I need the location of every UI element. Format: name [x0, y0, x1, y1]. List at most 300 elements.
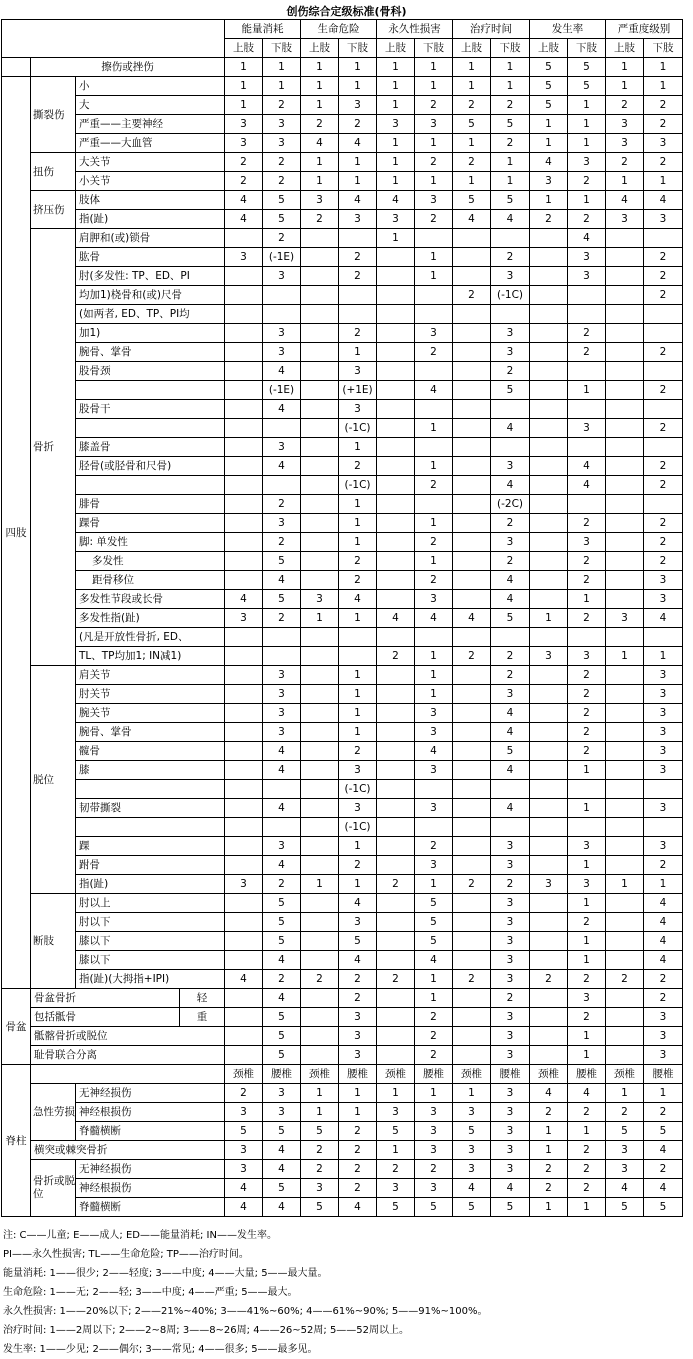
value-cell: 2 [453, 96, 491, 115]
value-cell: 3 [644, 837, 683, 856]
value-cell [225, 685, 263, 704]
value-cell: 3 [568, 153, 606, 172]
value-cell: 2 [415, 343, 453, 362]
value-cell: 3 [491, 1160, 530, 1179]
value-cell: 1 [568, 96, 606, 115]
table-row [2, 552, 683, 571]
value-cell [225, 324, 263, 343]
value-cell: 2 [644, 514, 683, 533]
value-cell [453, 989, 491, 1008]
row-label [76, 780, 225, 799]
value-cell: 1 [301, 77, 339, 96]
row-label: 肘(多发性: TP、ED、PI [76, 267, 225, 286]
header-spine: 腰椎 [339, 1065, 377, 1084]
value-cell [263, 780, 301, 799]
value-cell [415, 438, 453, 457]
value-cell [225, 1027, 263, 1046]
value-cell: 1 [568, 1046, 606, 1065]
value-cell: 3 [263, 685, 301, 704]
value-cell: 5 [491, 1198, 530, 1217]
value-cell [644, 305, 683, 324]
value-cell [644, 362, 683, 381]
value-cell: (-1E) [263, 381, 301, 400]
value-cell: 1 [415, 419, 453, 438]
value-cell [225, 438, 263, 457]
row-label: 多发性 [76, 552, 225, 571]
value-cell: 1 [339, 609, 377, 628]
table-row [2, 77, 683, 96]
value-cell: 3 [568, 267, 606, 286]
value-cell: 4 [263, 571, 301, 590]
value-cell: 2 [644, 970, 683, 989]
value-cell: 5 [453, 191, 491, 210]
note-line: PI——永久性损害; TL——生命危险; TP——治疗时间。 [3, 1249, 249, 1260]
value-cell: 1 [225, 96, 263, 115]
value-cell [377, 1046, 415, 1065]
value-cell: 3 [225, 134, 263, 153]
value-cell [606, 590, 644, 609]
value-cell [530, 913, 568, 932]
value-cell [606, 761, 644, 780]
row-label: 大关节 [76, 153, 225, 172]
value-cell [453, 1046, 491, 1065]
value-cell [644, 495, 683, 514]
value-cell [415, 628, 453, 647]
value-cell: 3 [491, 951, 530, 970]
value-cell: 3 [568, 837, 606, 856]
value-cell: 3 [263, 514, 301, 533]
value-cell [225, 989, 263, 1008]
value-cell: 4 [606, 1179, 644, 1198]
row-label: 骶髂骨折或脱位 [31, 1027, 225, 1046]
value-cell [415, 362, 453, 381]
value-cell: 4 [225, 970, 263, 989]
value-cell: 3 [644, 742, 683, 761]
value-cell: 5 [263, 552, 301, 571]
value-cell: 3 [644, 704, 683, 723]
value-cell: 2 [339, 856, 377, 875]
value-cell: 5 [415, 1198, 453, 1217]
value-cell [225, 780, 263, 799]
row-label: 脊髓横断 [76, 1198, 225, 1217]
value-cell: 1 [568, 115, 606, 134]
value-cell: 1 [415, 685, 453, 704]
header-category: 严重度级别 [606, 20, 683, 39]
value-cell: 3 [339, 1008, 377, 1027]
value-cell: 4 [644, 951, 683, 970]
value-cell: 1 [415, 58, 453, 77]
value-cell [225, 1046, 263, 1065]
value-cell [606, 818, 644, 837]
value-cell: 1 [339, 704, 377, 723]
value-cell [301, 495, 339, 514]
value-cell [225, 894, 263, 913]
value-cell [301, 723, 339, 742]
value-cell: 1 [415, 875, 453, 894]
value-cell: 3 [491, 1103, 530, 1122]
value-cell: 4 [377, 191, 415, 210]
value-cell: 5 [606, 1122, 644, 1141]
value-cell: 4 [453, 1179, 491, 1198]
value-cell: 3 [225, 875, 263, 894]
row-label: 无神经损伤 [76, 1160, 225, 1179]
value-cell: 2 [491, 362, 530, 381]
value-cell: 2 [644, 533, 683, 552]
table-row [2, 495, 683, 514]
value-cell [644, 628, 683, 647]
value-cell [225, 723, 263, 742]
table-row [2, 571, 683, 590]
value-cell: 2 [339, 742, 377, 761]
table-title: 创伤综合定级标准(骨科) [286, 5, 407, 18]
value-cell [491, 818, 530, 837]
table-row [2, 58, 683, 77]
header-limb: 下肢 [415, 39, 453, 58]
header-limb: 下肢 [568, 39, 606, 58]
value-cell [377, 742, 415, 761]
table-row [2, 1160, 683, 1179]
value-cell: 2 [339, 552, 377, 571]
value-cell [606, 685, 644, 704]
value-cell: 4 [568, 457, 606, 476]
table-row [2, 1122, 683, 1141]
table-row [2, 191, 683, 210]
value-cell: 3 [491, 932, 530, 951]
value-cell: 2 [644, 286, 683, 305]
value-cell: 2 [415, 571, 453, 590]
value-cell: 2 [453, 970, 491, 989]
value-cell [644, 324, 683, 343]
value-cell: 3 [339, 1027, 377, 1046]
value-cell: 1 [491, 153, 530, 172]
value-cell [263, 286, 301, 305]
value-cell [530, 704, 568, 723]
row-label: 肱骨 [76, 248, 225, 267]
value-cell [606, 457, 644, 476]
value-cell: 2 [568, 704, 606, 723]
value-cell: 2 [568, 552, 606, 571]
table-row [2, 533, 683, 552]
row-label: 神经根损伤 [76, 1103, 225, 1122]
value-cell [225, 837, 263, 856]
value-cell [225, 229, 263, 248]
row-label: TL、TP均加1; IN减1) [76, 647, 225, 666]
value-cell: 1 [453, 1084, 491, 1103]
row-label: 髋骨 [76, 742, 225, 761]
row-label [76, 818, 225, 837]
value-cell: 2 [415, 1046, 453, 1065]
value-cell [606, 571, 644, 590]
value-cell [301, 305, 339, 324]
value-cell: 1 [301, 96, 339, 115]
value-cell [453, 381, 491, 400]
value-cell: 3 [606, 1160, 644, 1179]
value-cell [415, 780, 453, 799]
value-cell: 3 [339, 761, 377, 780]
value-cell: 1 [415, 647, 453, 666]
value-cell: 2 [453, 647, 491, 666]
value-cell: 3 [263, 115, 301, 134]
value-cell [225, 932, 263, 951]
value-cell: 4 [339, 134, 377, 153]
value-cell: 2 [568, 1008, 606, 1027]
table-row [2, 1179, 683, 1198]
value-cell: 3 [263, 324, 301, 343]
value-cell: 2 [606, 970, 644, 989]
row-label: 加1) [76, 324, 225, 343]
value-cell [377, 951, 415, 970]
row-label: 肩胛和(或)锁骨 [76, 229, 225, 248]
value-cell: 2 [568, 723, 606, 742]
value-cell: 4 [530, 1084, 568, 1103]
value-cell [491, 438, 530, 457]
value-cell: 2 [568, 1160, 606, 1179]
header-limb: 下肢 [339, 39, 377, 58]
value-cell: 3 [415, 1103, 453, 1122]
value-cell [225, 533, 263, 552]
value-cell: 4 [415, 951, 453, 970]
value-cell [377, 628, 415, 647]
value-cell: 1 [415, 134, 453, 153]
value-cell: 2 [644, 96, 683, 115]
value-cell: 1 [339, 533, 377, 552]
value-cell [415, 229, 453, 248]
value-cell: 3 [644, 666, 683, 685]
value-cell: 2 [339, 115, 377, 134]
value-cell: 3 [644, 590, 683, 609]
value-cell: 2 [415, 1008, 453, 1027]
table-row [2, 856, 683, 875]
value-cell: 3 [339, 400, 377, 419]
value-cell: 3 [491, 685, 530, 704]
value-cell: 4 [491, 799, 530, 818]
value-cell: 3 [377, 1103, 415, 1122]
value-cell [377, 780, 415, 799]
table-row [2, 647, 683, 666]
value-cell [301, 571, 339, 590]
value-cell: 4 [453, 609, 491, 628]
row-label: 骨盆骨折 [31, 989, 180, 1008]
value-cell [301, 476, 339, 495]
value-cell: 5 [491, 115, 530, 134]
value-cell [530, 856, 568, 875]
value-cell: 4 [339, 1198, 377, 1217]
value-cell: 1 [644, 77, 683, 96]
value-cell: 3 [453, 1160, 491, 1179]
value-cell: 1 [339, 1103, 377, 1122]
value-cell: 3 [225, 115, 263, 134]
value-cell: 3 [491, 1084, 530, 1103]
value-cell: 3 [339, 1046, 377, 1065]
value-cell: 4 [263, 742, 301, 761]
value-cell [301, 628, 339, 647]
value-cell [225, 571, 263, 590]
header-spine: 腰椎 [415, 1065, 453, 1084]
value-cell [415, 495, 453, 514]
value-cell: 3 [606, 210, 644, 229]
value-cell [377, 799, 415, 818]
value-cell [415, 818, 453, 837]
value-cell [225, 742, 263, 761]
value-cell: 4 [339, 590, 377, 609]
value-cell [530, 951, 568, 970]
value-cell [301, 761, 339, 780]
value-cell: 2 [530, 1160, 568, 1179]
value-cell: 1 [339, 77, 377, 96]
value-cell: 3 [415, 856, 453, 875]
value-cell: 1 [606, 172, 644, 191]
row-label: 肘以上 [76, 894, 225, 913]
value-cell: 4 [263, 400, 301, 419]
value-cell [530, 761, 568, 780]
value-cell: 3 [377, 210, 415, 229]
value-cell [530, 590, 568, 609]
value-cell: 1 [339, 723, 377, 742]
header-row-categories [2, 20, 683, 39]
value-cell [606, 419, 644, 438]
value-cell [301, 894, 339, 913]
value-cell [225, 799, 263, 818]
header-spine: 腰椎 [263, 1065, 301, 1084]
row-mark: 重 [180, 1008, 225, 1027]
value-cell [339, 305, 377, 324]
header-limb: 下肢 [491, 39, 530, 58]
value-cell [568, 286, 606, 305]
header-limb: 上肢 [606, 39, 644, 58]
value-cell: 2 [491, 647, 530, 666]
value-cell [225, 305, 263, 324]
value-cell: 2 [491, 514, 530, 533]
value-cell [644, 229, 683, 248]
value-cell: 2 [263, 533, 301, 552]
value-cell [377, 666, 415, 685]
value-cell: 3 [491, 894, 530, 913]
value-cell: (+1E) [339, 381, 377, 400]
note-line: 生命危险: 1——无; 2——轻; 3——中度; 4——严重; 5——最大。 [3, 1287, 298, 1298]
value-cell [606, 552, 644, 571]
value-cell: 3 [644, 210, 683, 229]
row-label: 膝以下 [76, 932, 225, 951]
value-cell: 4 [491, 590, 530, 609]
value-cell: 5 [568, 58, 606, 77]
value-cell: 1 [377, 153, 415, 172]
value-cell: 1 [415, 248, 453, 267]
value-cell: 1 [568, 856, 606, 875]
value-cell [453, 438, 491, 457]
note-line: 能量消耗: 1——很少; 2——轻度; 3——中度; 4——大量; 5——最大量。 [3, 1268, 328, 1279]
value-cell: 5 [644, 1122, 683, 1141]
header-blank [2, 20, 225, 58]
value-cell: 2 [225, 153, 263, 172]
value-cell: 2 [339, 324, 377, 343]
value-cell: 1 [339, 153, 377, 172]
value-cell: 2 [644, 552, 683, 571]
row-label: 大 [76, 96, 225, 115]
value-cell: 3 [377, 1179, 415, 1198]
value-cell: 3 [225, 248, 263, 267]
value-cell: 4 [491, 704, 530, 723]
value-cell [568, 818, 606, 837]
value-cell: 3 [415, 704, 453, 723]
value-cell: 4 [225, 1179, 263, 1198]
row-label: 神经根损伤 [76, 1179, 225, 1198]
value-cell: 1 [568, 932, 606, 951]
value-cell [301, 438, 339, 457]
value-cell [377, 343, 415, 362]
value-cell: 2 [606, 153, 644, 172]
value-cell [301, 248, 339, 267]
section-label: 骨折 [31, 229, 76, 666]
value-cell [453, 495, 491, 514]
value-cell: 5 [644, 1198, 683, 1217]
row-label: 踝骨 [76, 514, 225, 533]
value-cell: 2 [453, 153, 491, 172]
value-cell: 4 [339, 894, 377, 913]
value-cell: 4 [530, 153, 568, 172]
value-cell: 1 [225, 58, 263, 77]
value-cell [568, 780, 606, 799]
value-cell [530, 457, 568, 476]
value-cell: 2 [644, 343, 683, 362]
value-cell: 5 [301, 1122, 339, 1141]
value-cell [453, 476, 491, 495]
value-cell [530, 1027, 568, 1046]
value-cell [377, 267, 415, 286]
value-cell: 2 [225, 1084, 263, 1103]
table-row [2, 685, 683, 704]
value-cell: 1 [339, 875, 377, 894]
table-row [2, 628, 683, 647]
table-row [2, 799, 683, 818]
value-cell: 1 [263, 77, 301, 96]
value-cell [606, 381, 644, 400]
value-cell [225, 666, 263, 685]
value-cell [225, 913, 263, 932]
value-cell: 4 [263, 989, 301, 1008]
value-cell: 2 [644, 457, 683, 476]
value-cell [377, 856, 415, 875]
table-row [2, 590, 683, 609]
value-cell: 4 [415, 381, 453, 400]
table-row [2, 248, 683, 267]
row-label: 均加1)桡骨和(或)尺骨 [76, 286, 225, 305]
value-cell: 5 [491, 609, 530, 628]
table-row [2, 419, 683, 438]
value-cell [377, 552, 415, 571]
row-label: 脚: 单发性 [76, 533, 225, 552]
value-cell: 1 [339, 58, 377, 77]
row-label: 擦伤或挫伤 [31, 58, 225, 77]
value-cell: 2 [568, 742, 606, 761]
value-cell [225, 343, 263, 362]
header-limb: 上肢 [225, 39, 263, 58]
header-category: 发生率 [530, 20, 606, 39]
value-cell: 3 [339, 799, 377, 818]
value-cell [301, 780, 339, 799]
group-label: 脊柱 [2, 1065, 31, 1217]
value-cell: 2 [339, 457, 377, 476]
header-limb: 上肢 [301, 39, 339, 58]
value-cell [301, 324, 339, 343]
value-cell [568, 362, 606, 381]
value-cell: 3 [415, 723, 453, 742]
table-row [2, 324, 683, 343]
value-cell: 4 [644, 913, 683, 932]
value-cell: 3 [225, 609, 263, 628]
value-cell: 4 [225, 191, 263, 210]
table-row [2, 970, 683, 989]
value-cell: 3 [491, 533, 530, 552]
